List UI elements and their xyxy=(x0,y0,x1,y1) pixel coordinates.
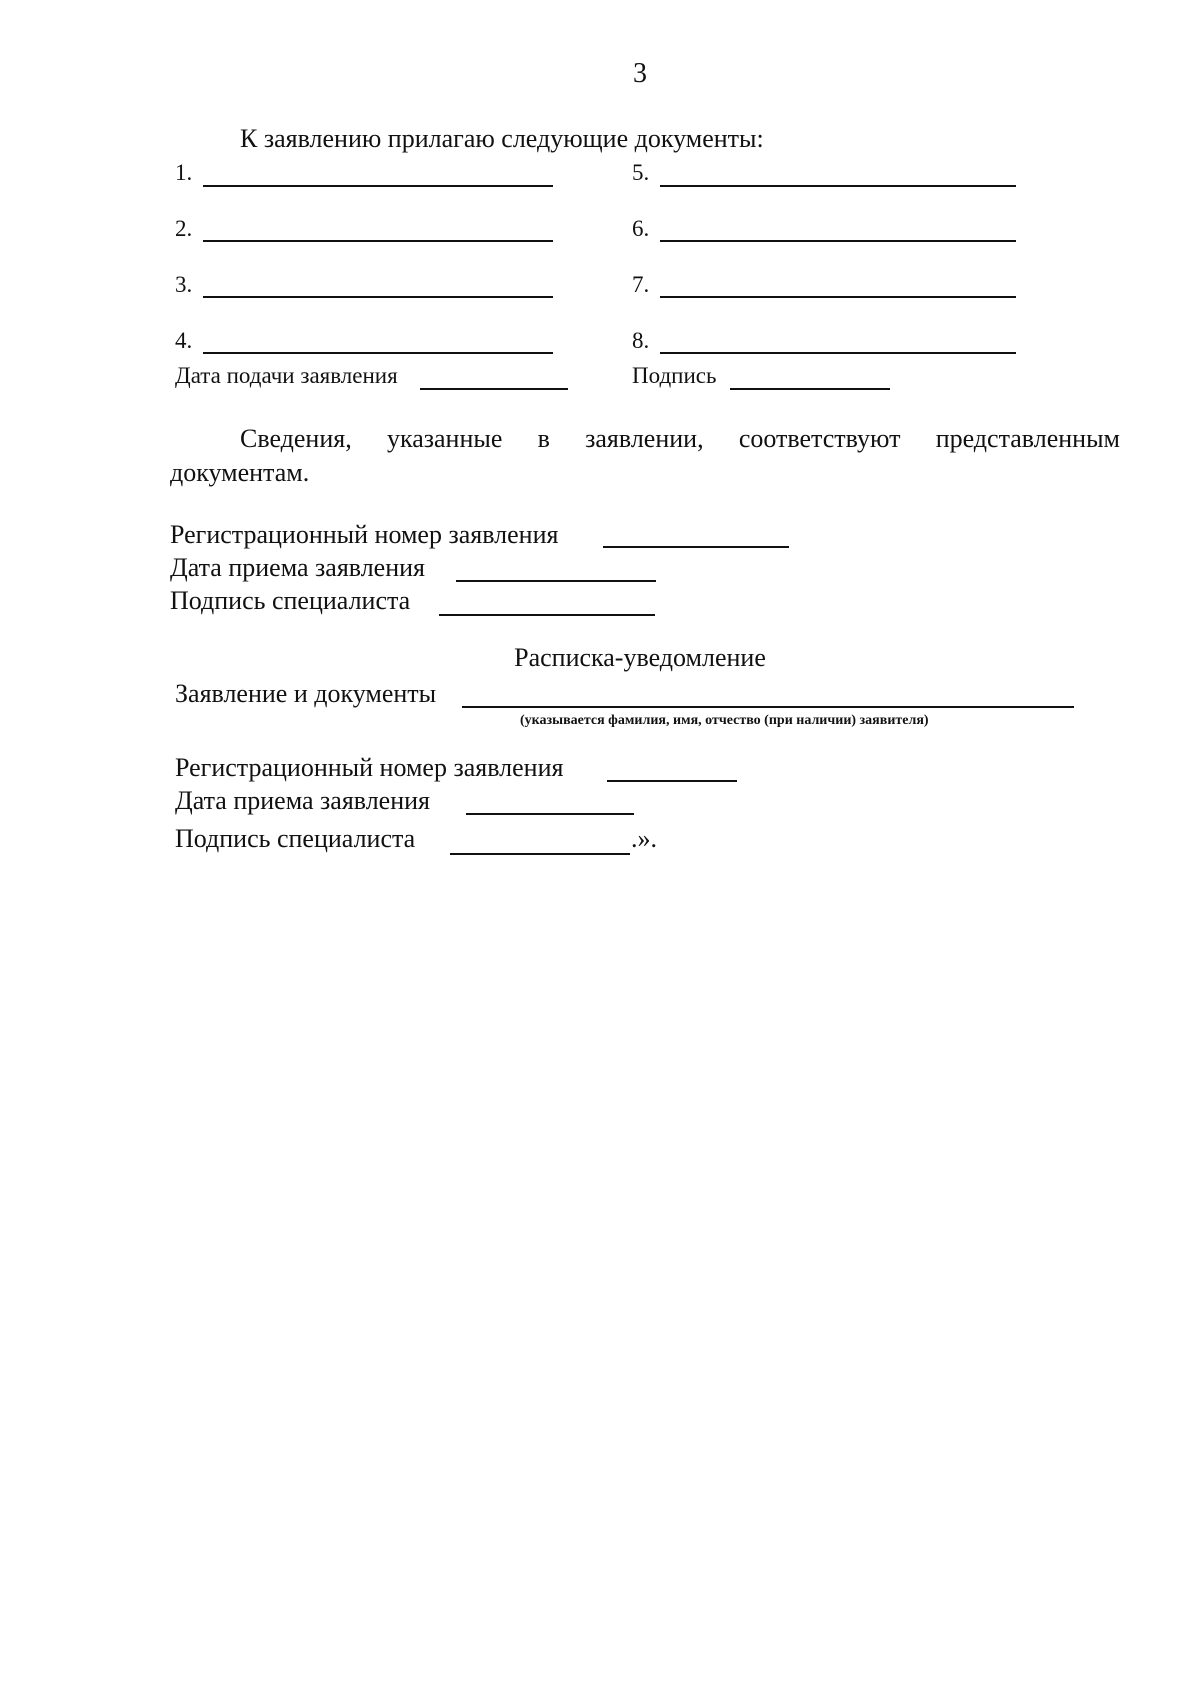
receipt-number-field[interactable] xyxy=(607,780,737,782)
receipt-date-label: Дата приема заявления xyxy=(175,786,431,815)
statement-line-2: документам. xyxy=(170,458,310,487)
page-number: 3 xyxy=(633,58,647,89)
attachment-number-1: 1. xyxy=(175,160,193,185)
receipt-documents-caption: (указывается фамилия, имя, отчество (при наличии) заявителя) xyxy=(520,713,929,728)
attachment-number-2: 2. xyxy=(175,216,193,241)
receipt-title: Расписка-уведомление xyxy=(514,643,766,672)
specialist-signature-label: Подпись специалиста xyxy=(170,586,411,615)
attachment-field-8[interactable] xyxy=(660,352,1016,354)
receipt-number-label: Регистрационный номер заявления xyxy=(175,753,564,782)
registration-date-field[interactable] xyxy=(456,580,656,582)
receipt-signature-label: Подпись специалиста xyxy=(175,824,416,853)
attachment-field-2[interactable] xyxy=(203,240,553,242)
receipt-applicant-name-field[interactable] xyxy=(462,706,1074,708)
attachment-field-7[interactable] xyxy=(660,296,1016,298)
attachment-number-5: 5. xyxy=(632,160,650,185)
attachment-field-6[interactable] xyxy=(660,240,1016,242)
attachment-number-7: 7. xyxy=(632,272,650,297)
attachment-field-4[interactable] xyxy=(203,352,553,354)
attachment-number-8: 8. xyxy=(632,328,650,353)
receipt-documents-label: Заявление и документы xyxy=(175,679,437,708)
attachment-field-1[interactable] xyxy=(203,185,553,187)
attachment-field-5[interactable] xyxy=(660,185,1016,187)
registration-number-field[interactable] xyxy=(603,546,789,548)
receipt-date-field[interactable] xyxy=(466,813,634,815)
registration-number-label: Регистрационный номер заявления xyxy=(170,520,559,549)
submission-date-field[interactable] xyxy=(420,388,568,390)
applicant-signature-label: Подпись xyxy=(632,363,717,388)
attachment-number-4: 4. xyxy=(175,328,193,353)
attachment-field-3[interactable] xyxy=(203,296,553,298)
receipt-closing-mark: .». xyxy=(631,824,657,853)
attachment-number-6: 6. xyxy=(632,216,650,241)
receipt-signature-field[interactable] xyxy=(450,853,630,855)
submission-date-label: Дата подачи заявления xyxy=(175,363,398,388)
attachment-number-3: 3. xyxy=(175,272,193,297)
specialist-signature-field[interactable] xyxy=(439,614,655,616)
applicant-signature-field[interactable] xyxy=(730,388,890,390)
attachments-intro: К заявлению прилагаю следующие документы: xyxy=(240,124,764,153)
statement-line-1: Сведения, указанные в заявлении, соответствуют представленным xyxy=(240,424,1120,453)
registration-date-label: Дата приема заявления xyxy=(170,553,426,582)
